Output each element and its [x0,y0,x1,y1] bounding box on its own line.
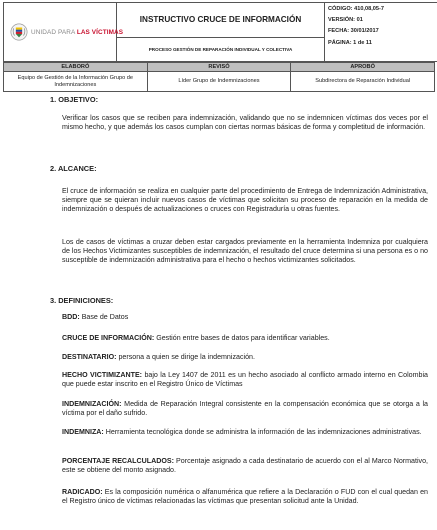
definition-item [62,371,428,389]
title-cell [117,3,325,62]
meta-spacer [328,49,437,60]
definition-item [62,457,428,475]
section-alcance-text-1: El cruce de información se realiza en cualquier parte del procedimiento de Entrega de Indemnización Administrativa, siempre que se quieran incluir nuevos casos de víctimas que solicitan su proceso de reparación en la medida de indemnización o después de actualizaciones o cruces con Registraduría u otras fuentes. [62,187,428,214]
definition-term: PORCENTAJE RECALCULADOS: [62,457,174,465]
section-definiciones-title: 3. DEFINICIONES: [50,296,114,305]
version-field: VERSIÓN: 01 [328,17,363,24]
definition-text: Herramienta tecnológica donde se administra la información de las indemnizaciones administrativas. [103,428,422,436]
definition-term: CRUCE DE INFORMACIÓN: [62,334,155,342]
definition-text: Es la composición numérica o alfanumérica que refiere a la Declaración o FUD con el cual quedan en el Registro único de víctimas relacionadas las víctimas que presentan solicitud ante la Unidad. [62,488,428,506]
code-field: CÓDIGO: 410,08,05-7 [328,5,384,12]
elaboro-value: Equipo de Gestión de la Información Grupo de Indemnizaciones [4,72,148,92]
document-metadata [325,3,437,62]
definition-text: persona a quien se dirige la indemnización. [116,353,255,361]
definition-item [62,400,428,418]
definition-term: RADICADO: [62,488,103,496]
definition-text: bajo la Ley 1407 de 2011 es un hecho asociado al conflicto armado interno en Colombia que puede estar inscrito en el Registro Único de Víctimas [62,371,429,389]
process-subtitle: PROCESO GESTIÓN DE REPARACIÓN INDIVIDUAL Y COLECTIVA [148,47,293,52]
definition-term: BDD: [62,313,80,321]
definition-item [62,313,428,322]
page-field: PÁGINA: 1 de 11 [328,39,372,46]
definition-text: Base de Datos [79,313,129,321]
definition-term: INDEMNIZACIÓN: [62,400,122,408]
definition-term: DESTINATARIO: [62,353,117,361]
logo-wordmark [31,29,123,36]
section-alcance-text-2: Los de casos de víctimas a cruzar deben estar cargados previamente en la herramienta Indemniza por cualquiera de los Hechos Victimizantes susceptibles de indemnización, el resultado del cruce determina si una persona es o no susceptible de indemnización administrativa para el hecho o hechos victimizantes solicitados. [62,238,428,265]
logo-prefix: UNIDAD PARA [31,28,77,36]
definition-text: Gestión entre bases de datos para identificar variables. [154,334,330,342]
logo-emphasis: LAS VÍCTIMAS [76,28,124,36]
logo-cell [4,3,124,62]
colombia-coat-of-arms-icon [10,23,28,41]
date-field: FECHA: 30/01/2017 [328,28,379,35]
reviso-header: REVISÓ [147,63,291,72]
definition-text: Porcentaje asignado a cada destinatario de acuerdo con el al Marco Normativo, este se obtiene del monto asignado. [62,457,428,475]
elaboro-header: ELABORÓ [4,63,148,72]
definition-term: HECHO VICTIMIZANTE: [62,371,143,379]
document-title: INSTRUCTIVO CRUCE DE INFORMACIÓN [117,3,324,38]
section-objetivo-text: Verificar los casos que se reciben para indemnización, validando que no se indemnicen víctimas dos veces por el mismo hecho, y que además los casos cumplan con ciertas normas básicas de forma y completitud de información. [62,114,428,132]
definition-text: Medida de Reparación Integral consistente en la compensación económica que se otorga a la víctima por el daño sufrido. [62,400,428,418]
reviso-value: Líder Grupo de Indemnizaciones [147,72,291,92]
aprobo-header: APROBÓ [291,63,435,72]
definition-item [62,353,428,362]
definition-item [62,488,428,506]
definition-item [62,334,428,343]
unidad-victimas-logo [4,3,124,61]
aprobo-value: Subdirectora de Reparación Individual [291,72,435,92]
section-alcance-title: 2. ALCANCE: [50,164,97,173]
document-header [3,2,437,62]
approval-table [3,62,435,92]
definition-term: INDEMNIZA: [62,428,104,436]
definition-item [62,428,428,437]
section-objetivo-title: 1. OBJETIVO: [50,95,99,104]
